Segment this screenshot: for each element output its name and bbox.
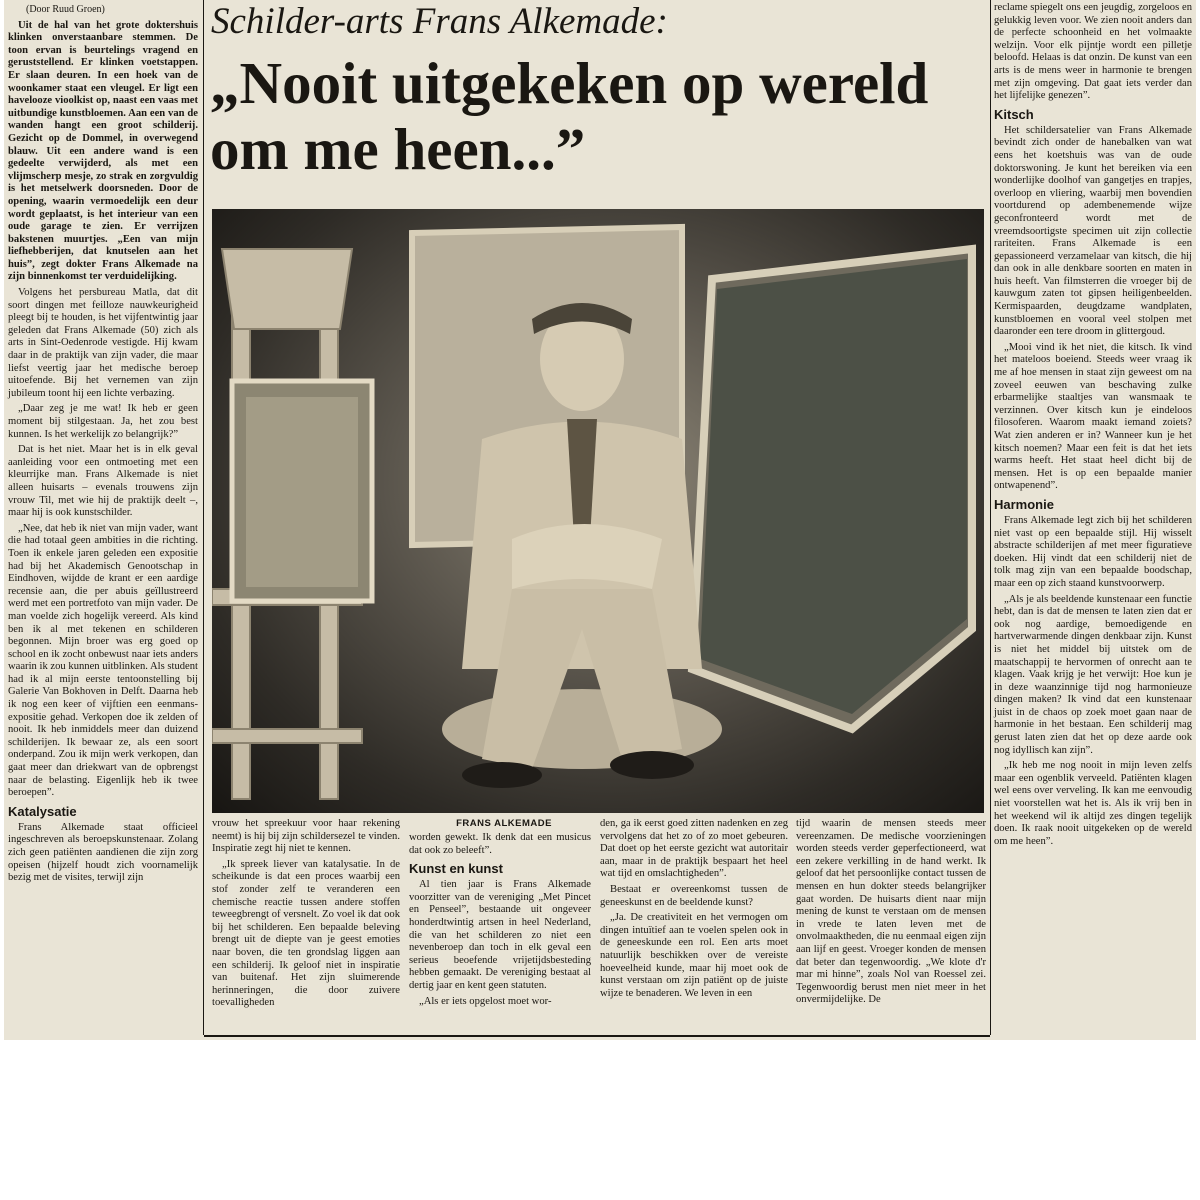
paragraph: Het schildersatelier van Frans Alkemade bevindt zich onder de hanebalken van wat eens het koetshuis was van de oude doktorswoning. Je kunt het bereiken via een wonderlijke doolhof van gangetjes en trapjes, overloop en vliering, waarbij men bovendien voortdurend op adembenemende wijze geconfronteerd wordt met de vreemdsoortigste specimen uit zijn collectie rariteiten. Frans Alkemade is een gepassioneerd verzamelaar van kitsch, die hij dan ook in alle denkbare soorten en maten in huis heeft. Van filmsterren die vroeger bij de kauwgum zaten tot gipsen heiligenbeelden. Kermispaarden, deugdzame wandplaten, kunstbloemen en vooral veel stolpen met daaronder een tere droom in glittergoud. [994, 124, 1192, 338]
paragraph: Bestaat er overeenkomst tussen de geneeskunst en de beeldende kunst? [600, 883, 788, 908]
column-1 [8, 4, 198, 888]
headline: „Nooit uitgekeken op wereld om me heen...” [210, 50, 929, 182]
paragraph: „Daar zeg je me wat! Ik heb er geen moment bij stilgestaan. Ja, het zou best kunnen. Is het werkelijk zo belangrijk?” [8, 403, 198, 440]
paragraph: Dat is het niet. Maar het is in elk geval aanleiding voor een ontmoeting met een kleurrijke man. Frans Alkemade is niet alleen huisarts – evenals trouwens zijn vrouw Til, met wie hij de praktijk deelt –, maar hij is ook kunstschilder. [8, 444, 198, 519]
intro-paragraph: Uit de hal van het grote doktershuis klinken onverstaanbare stemmen. De toon ervan is beurtelings vragend en geruststellend. Er klinken voetstappen. Er slaan deuren. In een hoek van de woonkamer staat een vleugel. Er ligt een havelooze vioolkist op, naast een vaas met uitbundige kunstbloemen. Aan een van de wanden hangt een groot schilderij. Gezicht op de Dommel, in overwegend blauw. Uit een andere wand is een gedeelte verwijderd, als met een vlijmscherp mesje, zo strak en zorgvuldig is het metselwerk doorsneden. Door de opening, waarin vermoedelijk een deur wordt geplaatst, is het interieur van een oude garage te zien. Er verrijzen bakstenen muurtjes. „Een van mijn liefhebberijen, dat knutselen aan het huis”, zegt dokter Frans Alkemade na zijn binnenkomst ter verduidelijking. [8, 19, 198, 283]
subheading-kitsch: Kitsch [994, 106, 1034, 122]
subheading-katalysatie: Katalysatie [8, 803, 77, 819]
photo-artist-in-studio [212, 209, 984, 813]
byline: (Door Ruud Groen) [26, 4, 105, 15]
column-rule [990, 0, 991, 1035]
paragraph: „Mooi vind ik het niet, die kitsch. Ik vind het mateloos boeiend. Steeds weer vraag ik me af hoe mensen in staat zijn geweest om na zoveel eeuwen van beschaving zulke erbarmelijke staaltjes van wansmaak te verzinnen. Over kitsch kun je eindeloos filosoferen. Waarom maakt iemand zoiets? Wat zien anderen er in? Wanneer kun je het kitsch noemen? Maar een feit is dat het iets warms heeft. Het staat heel dicht bij de mensen. Het is op een bepaalde manier ontwapenend”. [994, 341, 1192, 492]
paragraph: vrouw het spreekuur voor haar rekening neemt) is hij bij zijn schildersezel te vinden. Inspiratie zegt hij niet te kennen. [212, 818, 400, 855]
paragraph: „Als je als beeldende kunstenaar een functie hebt, dan is dat de mensen te laten zien dat er ook nog aardige, bemoedigende en hartverwarmende dingen denkbaar zijn. Kunst is niet het middel bij uitstek om de maatschappij te hervormen of onrecht aan te klagen. Vaak krijg je het verwijt: Hoe kun je in deze waanzinnige tijd nog harmonieuze dingen maken? Ik vind dat een kunstenaar juist in de chaos op zoek moet gaan naar de harmonie in het bestaan. Een schilderij mag gerust laten zien dat het op deze aarde ook nog idyllisch kan zijn”. [994, 593, 1192, 756]
paragraph: „Nee, dat heb ik niet van mijn vader, want die had totaal geen ambities in die richting. Toen ik enkele jaren geleden een expositie had bij het Akademisch Genootschap in Eindhoven, wijdde de krant er een aardige recensie aan, die per abuis geïllustreerd werd met een portretfoto van mijn vader. De man voelde zich hogelijk vereerd. Als kind ben ik al met tekenen en schilderen begonnen. Mijn broer was erg goed op school en ik zocht onbewust naar iets anders waarin ik zou kunnen uitblinken. Als student had ik al mijn eerste tentoonstelling bij Galerie Van Bokhoven in Delft. Daarna heb ik nog een keer of vijftien een eenmans-expositie gehad. Verkopen doe ik zelden of nooit. Ik heb inmiddels meer dan duizend schilderijen. Ik bewaar ze, als een soort onderpand. Zou ik mijn werk verkopen, dan gaat meer dan driekwart van de opbrengst naar de belasting. Eigenlijk heb ik twee beroepen”. [8, 522, 198, 799]
intro-block [8, 20, 198, 284]
column-6 [994, 2, 1192, 851]
column-2 [212, 818, 400, 1013]
newspaper-clipping [4, 0, 1196, 1040]
bottom-rule [204, 1035, 990, 1037]
column-5 [796, 818, 986, 1010]
paragraph: tijd waarin de mensen steeds meer vereenzamen. De medische voorzieningen worden steeds verder geperfectioneerd, wat een zekere verkilling in de hand werkt. Ik geloof dat het persoonlijke contact tussen de mensen en hun dokter steeds belangrijker gaat worden. De huisarts dient naar mijn mening de kunst te verstaan om de mensen in vrede te laten leven met de onvolmaaktheden, die nu eenmaal eigen zijn aan lijf en geest. Vroeger konden de mensen dat beter dan tegenwoordig. „We klote d'r mar mi hinne”, zoals Nol van Roessel zei. Tegenwoordig berust men niet meer in het onvermijdelijke. De [796, 818, 986, 1006]
column-3 [409, 832, 591, 1011]
paragraph: reclame spiegelt ons een jeugdig, zorgeloos en gelukkig leven voor. We zien nooit anders dan de perfecte schoonheid en het volmaakte welzijn. Voor elk pijntje wordt een pilletje beloofd. Helaas is dat onzin. De kunst van een arts is de mens weer in harmonie te brengen met zijn omgeving. Dat gaat iets verder dan het lijfelijke genezen”. [994, 2, 1192, 102]
paragraph: „Ik spreek liever van katalysatie. In de scheikunde is dat een proces waarbij een stof zonder zelf te veranderen een chemische reactie tussen andere stoffen teweegbrengt of versnelt. Zo voel ik dat ook bij het schilderen. Een bepaalde beleving brengt uit de diepte van je geest emoties naar boven, die ten grondslag liggen aan een schilderij. Ik geloof niet in inspiratie van buitenaf. Het zijn sluimerende herinneringen, die door zuivere toevalligheden [212, 858, 400, 1009]
photo-caption: FRANS ALKEMADE [456, 818, 552, 829]
paragraph: worden gewekt. Ik denk dat een musicus dat ook zo beleeft”. [409, 832, 591, 856]
paragraph: Frans Alkemade legt zich bij het schilderen niet vast op een bepaalde stijl. Hij wisselt abstracte schilderijen af met meer figuratieve doeken. Hij vindt dat een schilderij niet de tolk mag zijn van een bepaalde boodschap, maar een op zich staand kunstvoorwerp. [994, 514, 1192, 589]
paragraph: „Ja. De creativiteit en het vermogen om dingen intuïtief aan te voelen spelen ook in de geneeskunde een rol. Een arts moet natuurlijk beschikken over de vereiste hoeveelheid kunde, maar hij moet ook de kunst verstaan om zijn patiënt op de juiste wijze te benaderen. We leven in een [600, 912, 788, 999]
column-4 [600, 818, 788, 1003]
kicker: Schilder-arts Frans Alkemade: [211, 1, 668, 42]
paragraph: „Ik heb me nog nooit in mijn leven zelfs maar een ogenblik verveeld. Patiënten klagen wel eens over verveling. Ik kan me eenvoudig niet voorstellen wat het is. Als ik vrij ben in het weekend wil ik altijd zes dingen tegelijk doen. Ik raak nooit uitgekeken op de wereld om me heen”. [994, 760, 1192, 847]
paragraph: Al tien jaar is Frans Alkemade voorzitter van de vereniging „Met Pincet en Penseel”, bestaande uit ongeveer honderdtwintig artsen in heel Nederland, die van het schilderen zo niet een nevenberoep dan toch in elk geval een serieus beoefende vrijetijdsbesteding hebben gemaakt. De vereniging bestaat al dertig jaar en kent geen statuten. [409, 879, 591, 991]
paragraph: Frans Alkemade staat officieel ingeschreven als beroepskunstenaar. Zolang zich geen patiënten aandienen die zijn zorg opeisen (hijzelf houdt zich voornamelijk bezig met de visites, terwijl zijn [8, 821, 198, 884]
paragraph: Volgens het persbureau Matla, dat dit soort dingen met feilloze nauwkeurigheid pleegt bij te houden, is het vijfentwintig jaar geleden dat Frans Alkemade (50) zich als arts in Sint-Oedenrode vestigde. Hij kwam daar in de praktijk van zijn vader, die maar liefst veertig jaar het medische beroep uitoefende. Bij het vernemen van zijn jubileum toont hij een lichte verbazing. [8, 287, 198, 399]
subheading-kunst-en-kunst: Kunst en kunst [409, 861, 503, 877]
paragraph: „Als er iets opgelost moet wor- [419, 995, 552, 1007]
photo-illustration [212, 209, 984, 813]
column-rule [203, 0, 204, 1035]
paragraph: den, ga ik eerst goed zitten nadenken en zeg vervolgens dat het zo of zo moet gebeuren. Dat doet op het eerste gezicht wat autoritair aan, maar in de praktijk bespaart het heel wat tijd en omslachtigheden”. [600, 818, 788, 880]
subheading-harmonie: Harmonie [994, 496, 1054, 512]
